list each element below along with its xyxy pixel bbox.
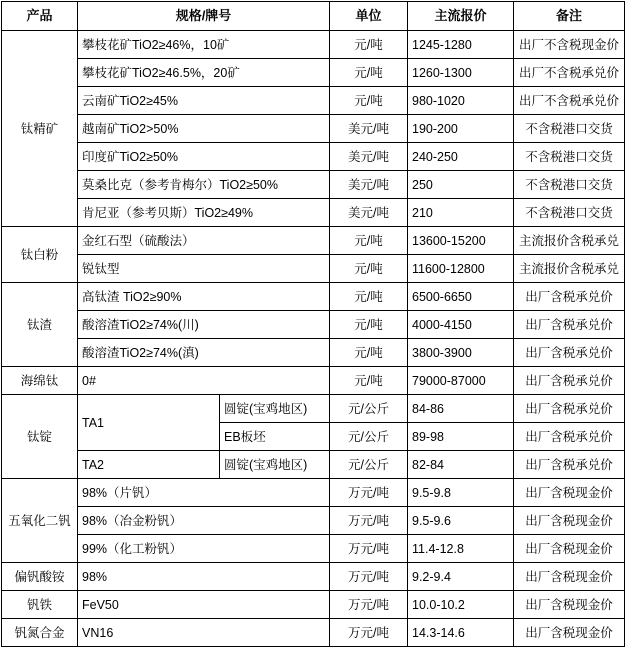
- product-remark: 出厂含税现金价: [514, 479, 625, 507]
- table-row: [2, 227, 625, 255]
- product-remark: 出厂不含税承兑价: [514, 87, 625, 115]
- product-unit: 元/公斤: [330, 451, 408, 479]
- product-price: 980-1020: [408, 87, 514, 115]
- product-remark: 出厂含税承兑价: [514, 339, 625, 367]
- product-remark: 主流报价含税承兑: [514, 227, 625, 255]
- product-spec: 98%: [78, 563, 330, 591]
- product-remark: 出厂不含税承兑价: [514, 59, 625, 87]
- product-remark: 出厂含税现金价: [514, 591, 625, 619]
- table-row: [2, 395, 625, 423]
- table-row: [2, 199, 625, 227]
- table-row: [2, 619, 625, 647]
- product-remark: 出厂含税承兑价: [514, 451, 625, 479]
- product-unit: 万元/吨: [330, 507, 408, 535]
- product-spec: TA1: [78, 395, 220, 451]
- header-unit: 单位: [330, 2, 408, 31]
- product-price: 9.5-9.6: [408, 507, 514, 535]
- product-unit: 元/吨: [330, 367, 408, 395]
- product-category: 钛白粉: [2, 227, 78, 283]
- product-spec: 酸溶渣TiO2≥74%(川): [78, 311, 330, 339]
- table-row: [2, 255, 625, 283]
- product-spec: 98%（片钒）: [78, 479, 330, 507]
- product-spec: 0#: [78, 367, 330, 395]
- product-unit: 万元/吨: [330, 591, 408, 619]
- product-price: 190-200: [408, 115, 514, 143]
- product-remark: 出厂含税承兑价: [514, 367, 625, 395]
- product-spec: 99%（化工粉钒）: [78, 535, 330, 563]
- product-category: 钛锭: [2, 395, 78, 479]
- table-row: [2, 143, 625, 171]
- product-price: 3800-3900: [408, 339, 514, 367]
- table-row: [2, 115, 625, 143]
- product-category: 偏钒酸铵: [2, 563, 78, 591]
- product-category: 五氧化二钒: [2, 479, 78, 563]
- table-row: [2, 339, 625, 367]
- product-spec: 锐钛型: [78, 255, 330, 283]
- product-subspec: 圆锭(宝鸡地区): [220, 395, 330, 423]
- product-price: 1260-1300: [408, 59, 514, 87]
- product-remark: 出厂不含税现金价: [514, 31, 625, 59]
- table-row: [2, 311, 625, 339]
- product-remark: 主流报价含税承兑: [514, 255, 625, 283]
- table-row: [2, 507, 625, 535]
- product-unit: 万元/吨: [330, 563, 408, 591]
- product-remark: 出厂含税现金价: [514, 507, 625, 535]
- product-spec: 云南矿TiO2≥45%: [78, 87, 330, 115]
- product-category: 钒氮合金: [2, 619, 78, 647]
- product-price: 11.4-12.8: [408, 535, 514, 563]
- price-table: [1, 1, 625, 647]
- product-remark: 不含税港口交货: [514, 115, 625, 143]
- product-price: 82-84: [408, 451, 514, 479]
- product-spec: 攀枝花矿TiO2≥46.5%，20矿: [78, 59, 330, 87]
- product-remark: 不含税港口交货: [514, 199, 625, 227]
- product-remark: 不含税港口交货: [514, 143, 625, 171]
- product-subspec: 圆锭(宝鸡地区): [220, 451, 330, 479]
- product-category: 钛精矿: [2, 31, 78, 227]
- header-price: 主流报价: [408, 2, 514, 31]
- table-row: [2, 367, 625, 395]
- product-unit: 元/吨: [330, 283, 408, 311]
- product-remark: 出厂含税现金价: [514, 563, 625, 591]
- product-spec: 攀枝花矿TiO2≥46%，10矿: [78, 31, 330, 59]
- product-spec: 越南矿TiO2>50%: [78, 115, 330, 143]
- product-unit: 万元/吨: [330, 619, 408, 647]
- product-remark: 不含税港口交货: [514, 171, 625, 199]
- product-unit: 万元/吨: [330, 535, 408, 563]
- product-unit: 元/公斤: [330, 395, 408, 423]
- header-product: 产品: [2, 2, 78, 31]
- product-price: 4000-4150: [408, 311, 514, 339]
- table-header: [2, 2, 625, 31]
- product-spec: 98%（冶金粉钒）: [78, 507, 330, 535]
- product-category: 钛渣: [2, 283, 78, 367]
- product-price: 6500-6650: [408, 283, 514, 311]
- table-row: [2, 479, 625, 507]
- header-remark: 备注: [514, 2, 625, 31]
- product-spec: 金红石型（硫酸法）: [78, 227, 330, 255]
- product-price: 11600-12800: [408, 255, 514, 283]
- product-spec: 高钛渣 TiO2≥90%: [78, 283, 330, 311]
- product-unit: 元/公斤: [330, 423, 408, 451]
- product-price: 84-86: [408, 395, 514, 423]
- product-remark: 出厂含税承兑价: [514, 283, 625, 311]
- product-spec: FeV50: [78, 591, 330, 619]
- table-row: [2, 451, 625, 479]
- product-subspec: EB板坯: [220, 423, 330, 451]
- product-price: 89-98: [408, 423, 514, 451]
- table-row: [2, 283, 625, 311]
- product-unit: 元/吨: [330, 255, 408, 283]
- product-spec: 酸溶渣TiO2≥74%(滇): [78, 339, 330, 367]
- product-unit: 元/吨: [330, 339, 408, 367]
- product-category: 海绵钛: [2, 367, 78, 395]
- product-price: 9.5-9.8: [408, 479, 514, 507]
- table-header-row: [2, 2, 625, 31]
- product-unit: 美元/吨: [330, 115, 408, 143]
- table-row: [2, 535, 625, 563]
- product-spec: 莫桑比克（参考肯梅尔）TiO2≥50%: [78, 171, 330, 199]
- product-unit: 元/吨: [330, 87, 408, 115]
- header-spec: 规格/牌号: [78, 2, 330, 31]
- product-spec: TA2: [78, 451, 220, 479]
- product-unit: 万元/吨: [330, 479, 408, 507]
- product-price: 240-250: [408, 143, 514, 171]
- product-price: 13600-15200: [408, 227, 514, 255]
- table-row: [2, 59, 625, 87]
- table-row: [2, 591, 625, 619]
- product-unit: 美元/吨: [330, 199, 408, 227]
- table-row: [2, 171, 625, 199]
- product-unit: 元/吨: [330, 59, 408, 87]
- product-unit: 元/吨: [330, 311, 408, 339]
- product-price: 9.2-9.4: [408, 563, 514, 591]
- product-unit: 美元/吨: [330, 171, 408, 199]
- table-body: [2, 31, 625, 647]
- product-remark: 出厂含税承兑价: [514, 423, 625, 451]
- product-price: 250: [408, 171, 514, 199]
- product-price: 14.3-14.6: [408, 619, 514, 647]
- table-row: [2, 563, 625, 591]
- product-remark: 出厂含税承兑价: [514, 395, 625, 423]
- product-spec: 印度矿TiO2≥50%: [78, 143, 330, 171]
- product-category: 钒铁: [2, 591, 78, 619]
- table-row: [2, 87, 625, 115]
- product-price: 1245-1280: [408, 31, 514, 59]
- product-unit: 元/吨: [330, 227, 408, 255]
- product-price: 10.0-10.2: [408, 591, 514, 619]
- product-remark: 出厂含税现金价: [514, 619, 625, 647]
- product-price: 210: [408, 199, 514, 227]
- table-row: [2, 31, 625, 59]
- product-spec: 肯尼亚（参考贝斯）TiO2≥49%: [78, 199, 330, 227]
- product-price: 79000-87000: [408, 367, 514, 395]
- product-remark: 出厂含税承兑价: [514, 311, 625, 339]
- product-spec: VN16: [78, 619, 330, 647]
- product-unit: 元/吨: [330, 31, 408, 59]
- product-unit: 美元/吨: [330, 143, 408, 171]
- product-remark: 出厂含税现金价: [514, 535, 625, 563]
